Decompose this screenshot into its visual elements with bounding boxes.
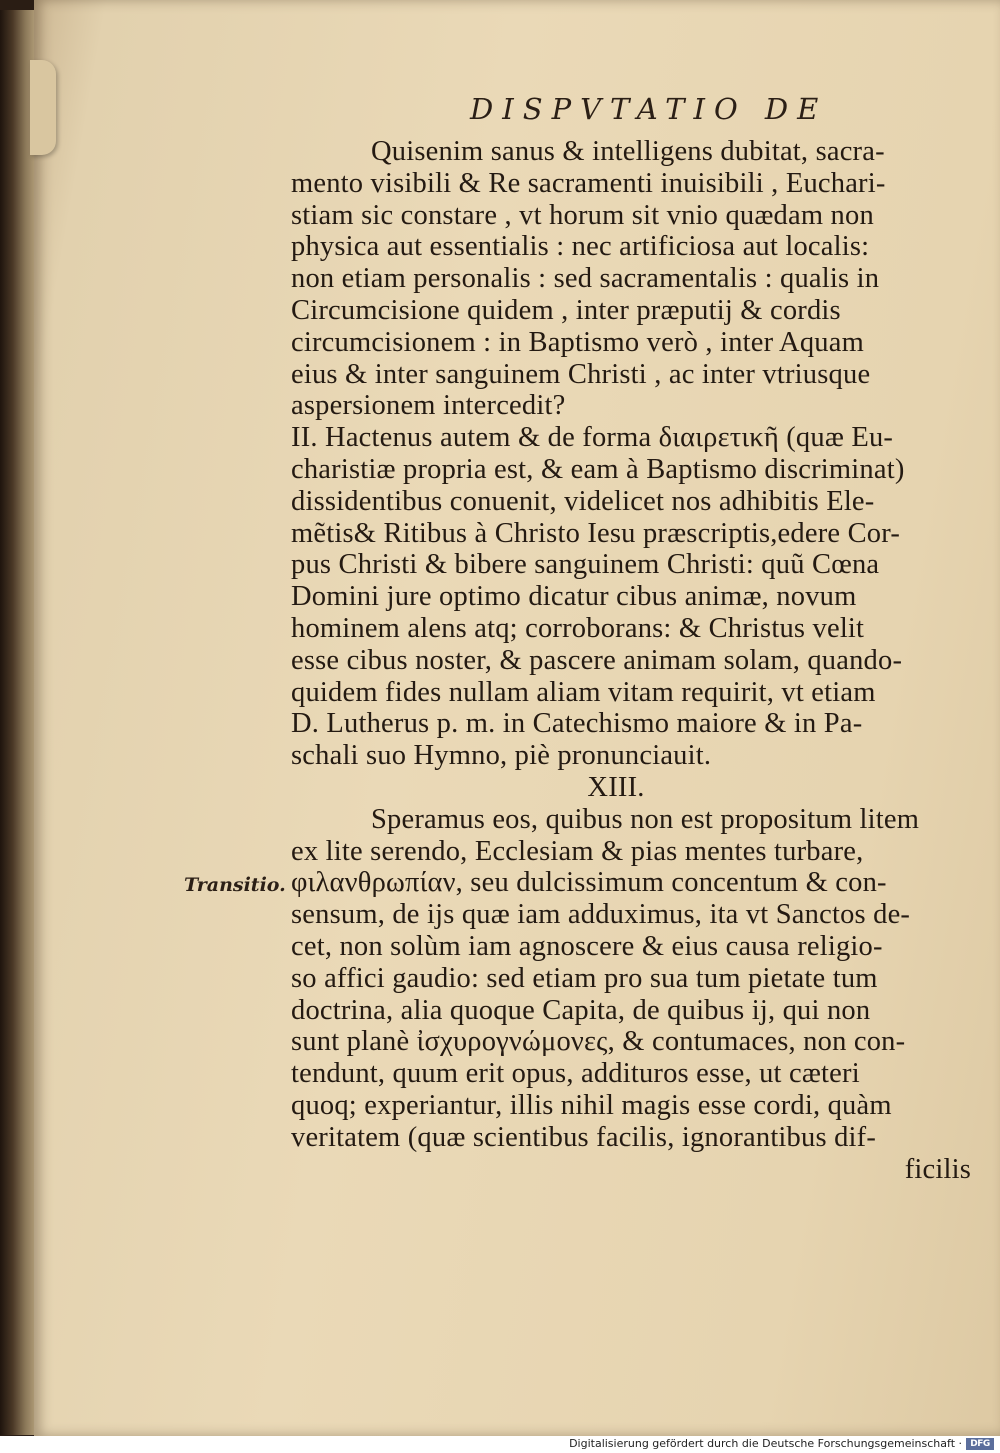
- text-line: esse cibus noster, & pascere animam solam, quando-: [291, 644, 903, 676]
- text-line: tendunt, quum erit opus, addituros esse, ut cæteri: [291, 1058, 860, 1090]
- text-line: dissidentibus conuenit, videlicet nos adhibitis Ele-: [291, 485, 875, 517]
- running-head: DISPVTATIO DE: [470, 92, 828, 126]
- text-line: aspersionem intercedit?: [291, 390, 566, 422]
- margin-note: Transitio.: [184, 874, 286, 896]
- text-line: doctrina, alia quoque Capita, de quibus ij, qui non: [291, 994, 871, 1026]
- text-line: quoq; experiantur, illis nihil magis esse cordi, quàm: [291, 1089, 892, 1121]
- dfg-logo-icon: DFG: [966, 1438, 994, 1450]
- text-line: eius & inter sanguinem Christi , ac inter vtriusque: [291, 358, 871, 390]
- text-line: veritatem (quæ scientibus facilis, ignorantibus dif-: [291, 1121, 877, 1153]
- text-line: mẽtis& Ritibus à Christo Iesu præscriptis,edere Cor-: [291, 517, 901, 549]
- text-line: circumcisionem : in Baptismo verò , inter Aquam: [291, 326, 864, 358]
- text-line: non etiam personalis : sed sacramentalis : qualis in: [291, 263, 880, 295]
- text-line: ex lite serendo, Ecclesiam & pias mentes turbare,: [291, 835, 864, 867]
- text-line: charistiæ propria est, & eam à Baptismo discriminat): [291, 453, 905, 485]
- text-line: II. Hactenus autem & de forma διαιρετικῆ (quæ Eu-: [291, 422, 894, 454]
- text-line: physica aut essentialis : nec artificiosa aut localis:: [291, 231, 870, 263]
- text-line: φιλανθρωπίαν, seu dulcissimum concentum & con-: [291, 867, 887, 899]
- text-line: stiam sic constare , vt horum sit vnio quædam non: [291, 199, 874, 231]
- text-line: schali suo Hymno, piè pronunciauit.: [291, 740, 712, 772]
- text-line: sensum, de ijs quæ iam adduximus, ita vt Sanctos de-: [291, 899, 911, 931]
- text-line: cet, non solùm iam agnoscere & eius causa religio-: [291, 930, 883, 962]
- text-line: quidem fides nullam aliam vitam requirit, vt etiam: [291, 676, 876, 708]
- page-flap: [30, 60, 56, 155]
- text-line: hominem alens atq; corroborans: & Christus velit: [291, 612, 865, 644]
- text-line: D. Lutherus p. m. in Catechismo maiore & in Pa-: [291, 708, 863, 740]
- footer-bar: [0, 1436, 1000, 1453]
- text-line: mento visibili & Re sacramenti inuisibili , Euchari-: [291, 167, 886, 199]
- section-number: XIII.: [587, 771, 645, 803]
- text-line: Domini jure optimo dicatur cibus animæ, novum: [291, 581, 857, 613]
- text-line: Speramus eos, quibus non est propositum litem: [371, 803, 920, 835]
- text-line: so affici gaudio: sed etiam pro sua tum pietate tum: [291, 962, 878, 994]
- text-line: sunt planè ἰσχυρογνώμονες, & contumaces, non con-: [291, 1026, 906, 1058]
- text-line: Circumcisione quidem , inter præputij & cordis: [291, 294, 841, 326]
- text-line: pus Christi & bibere sanguinem Christi: quũ Cœna: [291, 549, 880, 581]
- footer-credit: Digitalisierung gefördert durch die Deutsche Forschungsgemeinschaft ·: [569, 1437, 962, 1450]
- catchword: ficilis: [904, 1153, 971, 1185]
- body-text: [291, 136, 981, 1185]
- text-line: Quisenim sanus & intelligens dubitat, sacra-: [371, 136, 885, 167]
